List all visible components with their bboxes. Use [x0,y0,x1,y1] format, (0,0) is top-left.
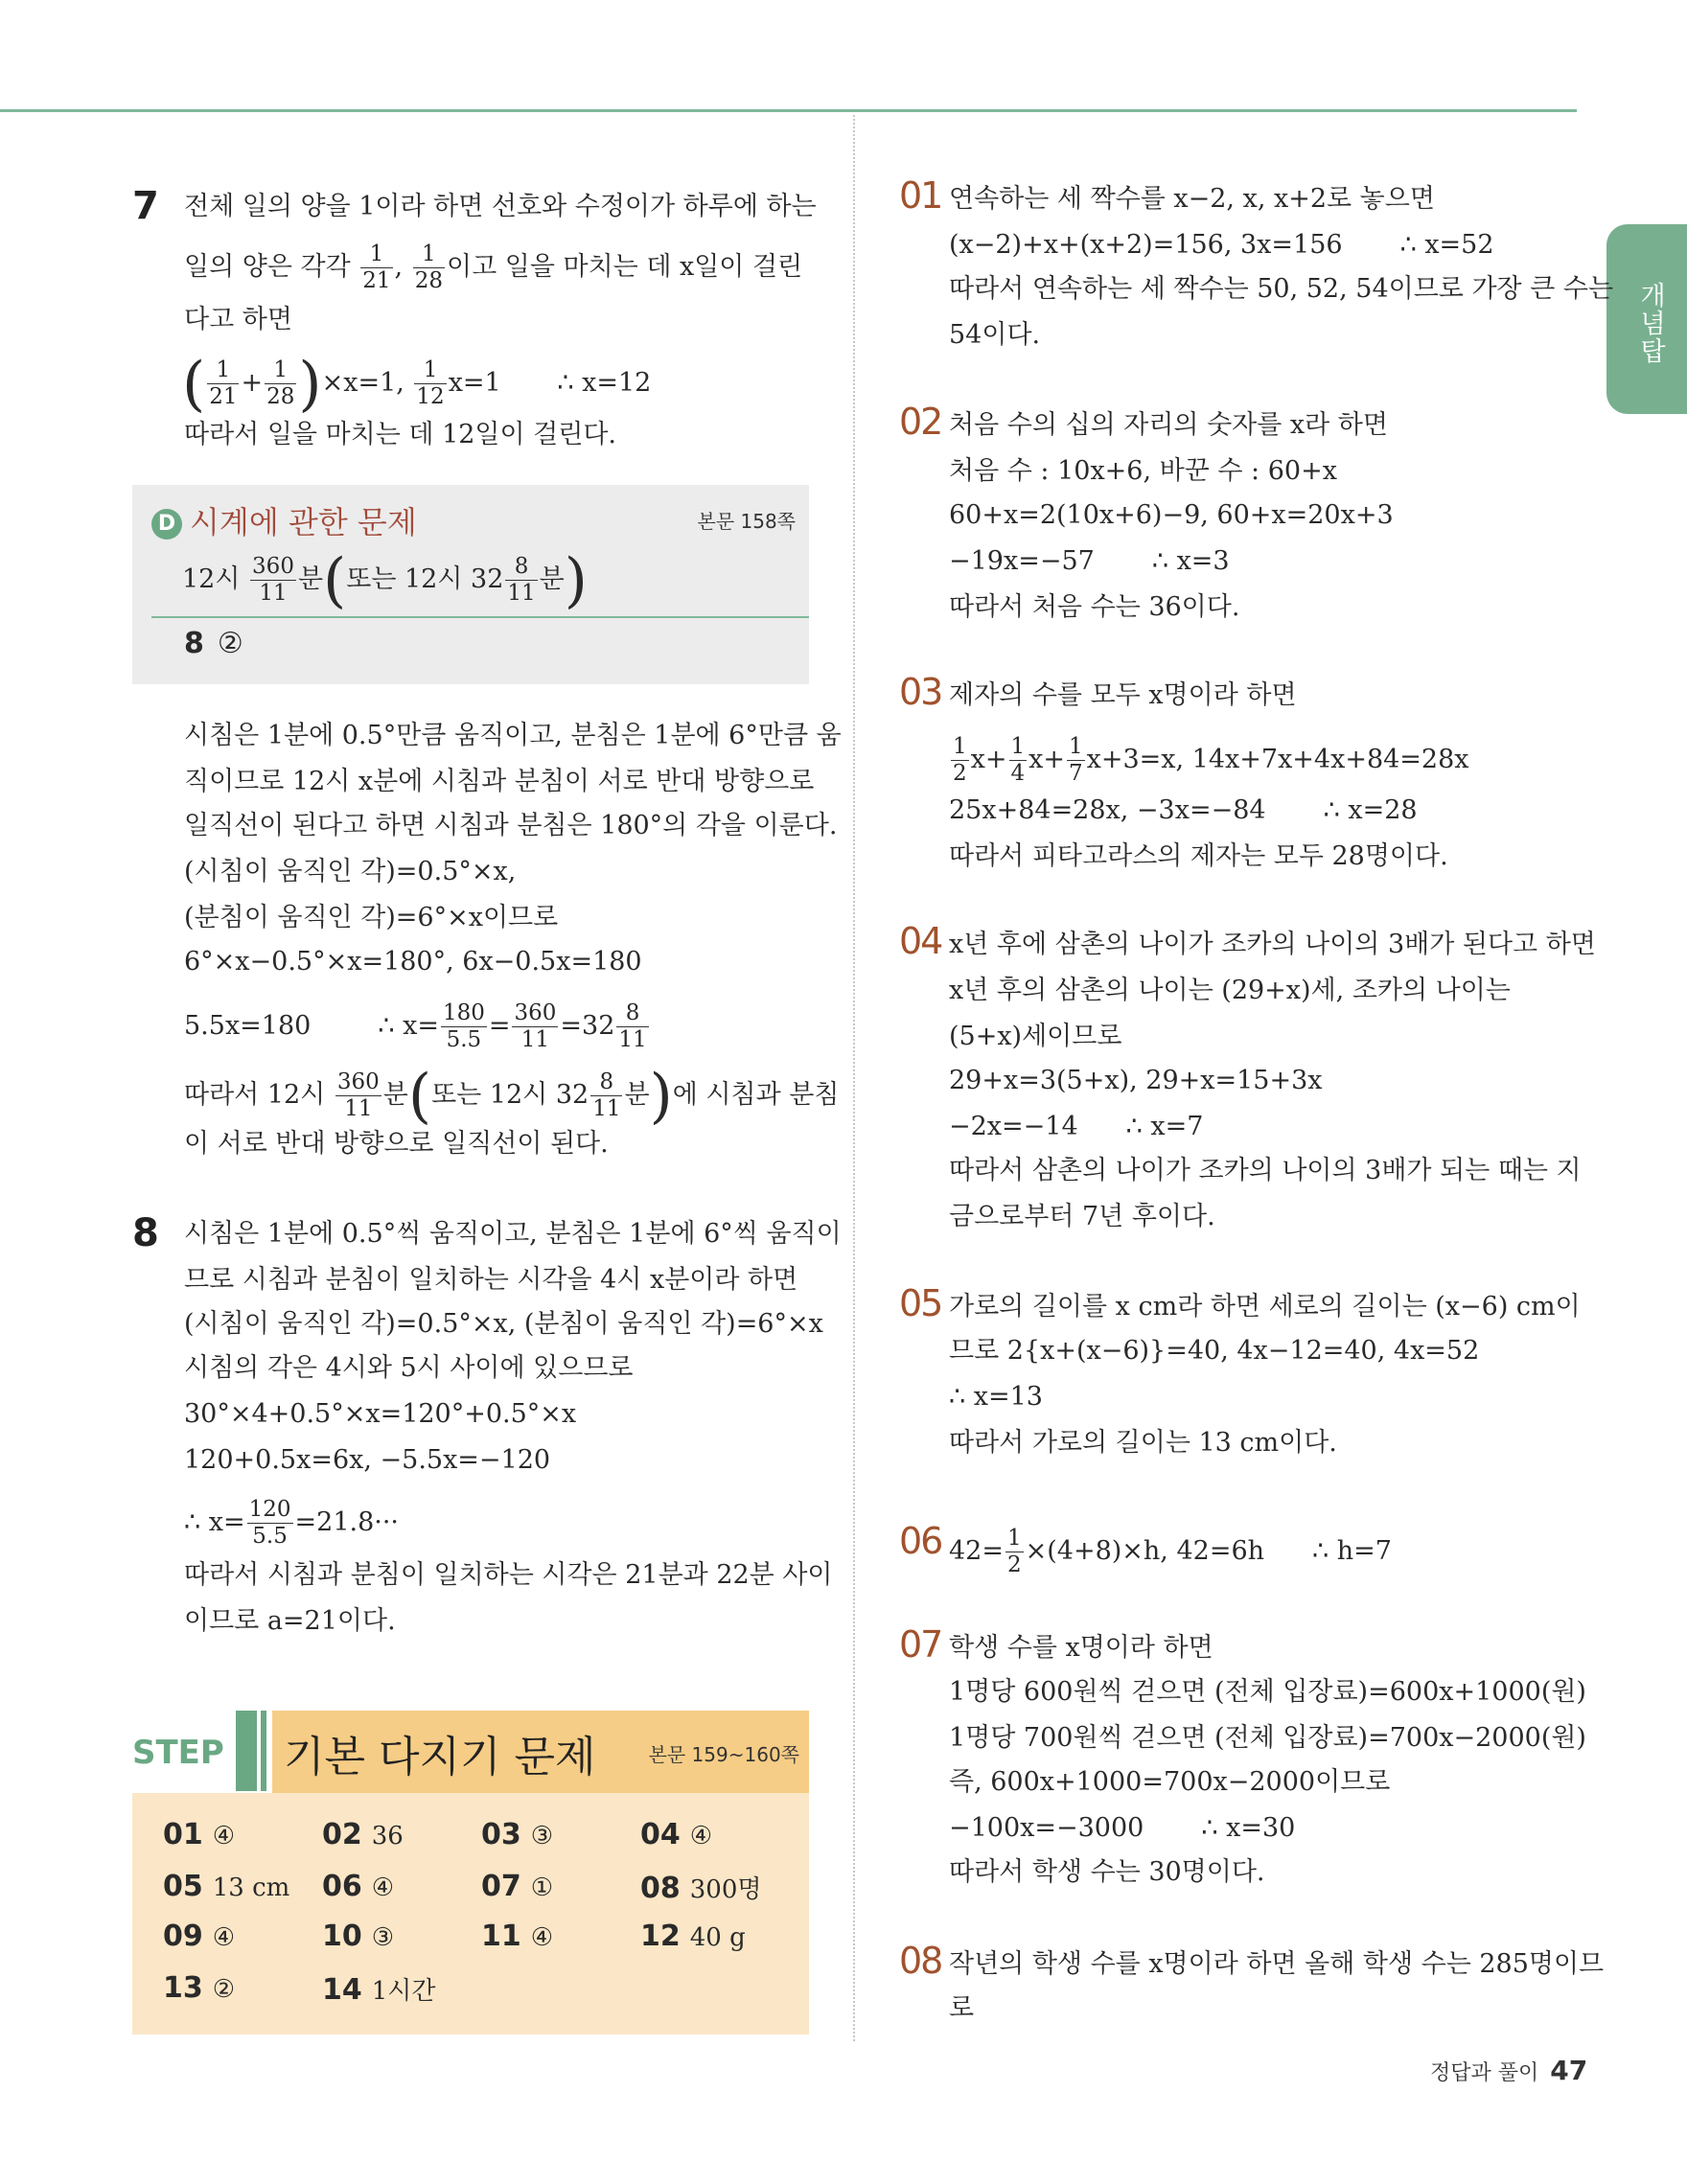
side-tab-label: 개념탑 [1635,282,1665,365]
problem-number: 8 [132,1211,159,1255]
text-line: 따라서 처음 수는 36이다. [949,592,1240,622]
page-number: 47 [1550,2055,1588,2086]
text-line: −19x=−57 ∴ x=3 [949,546,1230,576]
answer-item: 08 300명 [640,1872,762,1905]
answer-item: 02 36 [322,1818,404,1851]
text-line: 1명당 600원씩 걷으면 (전체 입장료)=600x+1000(원) [949,1677,1586,1707]
step-number-bar [261,1711,266,1791]
column-divider [853,115,855,2041]
text-line: 25x+84=28x, −3x=−84 ∴ x=28 [949,795,1418,825]
text-line: x년 후에 삼촌의 나이가 조카의 나이의 3배가 된다고 하면 [949,930,1596,959]
answer-item: 05 13 cm [163,1870,290,1903]
fraction: $\frac{1}{28}$ [414,241,444,293]
text-line: (5+x)세이므로 [949,1022,1122,1051]
text-line: 따라서 가로의 길이는 13 cm이다. [949,1428,1337,1458]
answer-item: 04 ④ [640,1818,713,1851]
text-line: 따라서 12시 $\frac{360}{11}$ 분(또는 12시 32 $\frac{8}{11}$ 분)에 시침과 분침 [184,1060,840,1131]
answer-item: 11 ④ [481,1920,554,1953]
answer-grid [132,1793,809,2035]
text-line: x년 후의 삼촌의 나이는 (29+x)세, 조카의 나이는 [949,976,1511,1005]
text-line: −100x=−3000 ∴ x=30 [949,1813,1296,1843]
text-line: 따라서 연속하는 세 짝수는 50, 52, 54이므로 가장 큰 수는 [949,274,1614,304]
question-number: 07 [899,1623,942,1666]
answer-item: 13 ② [163,1971,236,2005]
text-line: 가로의 길이를 x cm라 하면 세로의 길이는 (x−6) cm이 [949,1292,1581,1322]
box-rule [151,616,809,618]
text-line: 제자의 수를 모두 x명이라 하면 [949,680,1297,710]
text-line: (x−2)+x+(x+2)=156, 3x=156 ∴ x=52 [949,230,1494,260]
text-line: −2x=−14 ∴ x=7 [949,1112,1204,1141]
equation-line: $\frac{1}{2}$ x+ $\frac{1}{4}$ x+ $\frac{1}{7}$ x+3=x, 14x+7x+4x+84=28x [953,734,1469,786]
text-line: 연속하는 세 짝수를 x−2, x, x+2로 놓으면 [949,184,1435,214]
text-line: 일직선이 된다고 하면 시침과 분침은 180°의 각을 이룬다. [184,811,838,840]
text-line: 즉, 600x+1000=700x−2000이므로 [949,1767,1391,1797]
section-badge: D [151,509,182,540]
clock-problem-box [132,485,809,684]
text-line: 작년의 학생 수를 x명이라 하면 올해 학생 수는 285명이므 [949,1949,1605,1979]
answer-item: 07 ① [481,1870,554,1903]
text-line: 시침은 1분에 0.5°만큼 움직이고, 분침은 1분에 6°만큼 움 [184,721,842,750]
answer-item: 12 40 g [640,1920,746,1953]
text-line: 54이다. [949,320,1041,350]
answer-item: 09 ④ [163,1920,236,1953]
text-line: 다고 하면 [184,305,292,334]
text-line: (시침이 움직인 각)=0.5°×x, [184,857,517,886]
question-number: 03 [899,671,942,713]
equation-line: ∴ x= $\frac{120}{5.5}$ =21.8··· [184,1497,400,1549]
answer-item: 14 1시간 [322,1973,436,2007]
problem-number: 7 [132,184,159,228]
text-line: 따라서 시침과 분침이 일치하는 시각은 21분과 22분 사이 [184,1560,833,1590]
answer-item: 03 ③ [481,1818,554,1851]
text-line: 이므로 a=21이다. [184,1606,396,1636]
text-line: 직이므로 12시 x분에 시침과 분침이 서로 반대 방향으로 [184,767,815,796]
text-line: 1명당 700원씩 걷으면 (전체 입장료)=700x−2000(원) [949,1723,1586,1753]
text-line: 따라서 일을 마치는 데 12일이 걸린다. [184,420,616,449]
box-title: D 시계에 관한 문제 [151,498,417,542]
equation-line: 5.5x=180 ∴ x= $\frac{180}{5.5}$ = $\frac{360}{11}$ =32 $\frac{8}{11}$ [184,1000,647,1052]
text-line: 따라서 학생 수는 30명이다. [949,1857,1265,1887]
answer-item: 06 ④ [322,1870,395,1903]
answer-item: 10 ③ [322,1920,395,1953]
text-line: 전체 일의 양을 1이라 하면 선호와 수정이가 하루에 하는 [184,192,817,221]
question-number: 04 [899,920,942,962]
text-line: 시침은 1분에 0.5°씩 움직이고, 분침은 1분에 6°씩 움직이 [184,1219,842,1249]
text-line: 이 서로 반대 방향으로 일직선이 된다. [184,1129,609,1159]
text-line: 므로 시침과 분침이 일치하는 시각을 4시 x분이라 하면 [184,1265,798,1295]
step-word: STEP [132,1734,224,1772]
question-number: 05 [899,1282,942,1324]
top-rule [0,109,1577,112]
text-line: 60+x=2(10x+6)−9, 60+x=20x+3 [949,500,1394,530]
text-line: 학생 수를 x명이라 하면 [949,1633,1213,1663]
text-line: 시침의 각은 4시와 5시 사이에 있으므로 [184,1353,634,1383]
question-number: 01 [899,174,942,217]
text-line: 일의 양은 각각 $\frac{1}{21}$ , $\frac{1}{28}$ 이고 일을 마치는 데 x일이 걸린 [184,241,803,293]
text-line: 120+0.5x=6x, −5.5x=−120 [184,1445,551,1475]
text-line: (분침이 움직인 각)=6°×x이므로 [184,903,559,932]
text-line: (시침이 움직인 각)=0.5°×x, (분침이 움직인 각)=6°×x [184,1309,823,1339]
fraction: $\frac{1}{21}$ [362,241,391,293]
text-line: ∴ x=13 [949,1382,1043,1412]
box-answer: 8 ② [184,627,243,660]
question-number: 02 [899,401,942,443]
text-line: 6°×x−0.5°×x=180°, 6x−0.5x=180 [184,947,642,977]
step-title-bar [272,1711,809,1793]
page-reference: 본문 158쪽 [697,510,796,533]
text-line: 처음 수의 십의 자리의 숫자를 x라 하면 [949,410,1388,440]
equation-line: ( $\frac{1}{21}$ + $\frac{1}{28}$ )×x=1, $\frac{1}{12}$ x=1 ∴ x=12 [182,348,652,419]
text-line: 따라서 삼촌의 나이가 조카의 나이의 3배가 되는 때는 지 [949,1156,1582,1185]
text-line: 29+x=3(5+x), 29+x=15+3x [949,1066,1323,1095]
text-line: 므로 2{x+(x−6)}=40, 4x−12=40, 4x=52 [949,1336,1480,1366]
footer-label: 정답과 풀이 [1430,2061,1539,2085]
equation-line: 42= $\frac{1}{2}$ ×(4+8)×h, 42=6h ∴ h=7 [949,1526,1392,1577]
step-number-bar [236,1711,257,1791]
text-line: 금으로부터 7년 후이다. [949,1202,1215,1231]
answer-item: 01 ④ [163,1818,236,1851]
step-header [132,1711,809,1793]
step-title: 기본 다지기 문제 [284,1733,596,1782]
text-line: 30°×4+0.5°×x=120°+0.5°×x [184,1399,577,1429]
side-tab[interactable] [1606,224,1687,414]
hint-line: 12시 $\frac{360}{11}$ 분(또는 12시 32 $\frac{8}{11}$ 분) [182,544,588,615]
question-number: 06 [899,1520,942,1562]
text-line: 따라서 피타고라스의 제자는 모두 28명이다. [949,841,1448,871]
question-number: 08 [899,1940,942,1982]
page-footer [1430,2055,1587,2086]
text-line: 로 [949,1993,975,2023]
page-reference: 본문 159~160쪽 [648,1743,799,1766]
text-line: 처음 수 : 10x+6, 바꾼 수 : 60+x [949,456,1337,486]
